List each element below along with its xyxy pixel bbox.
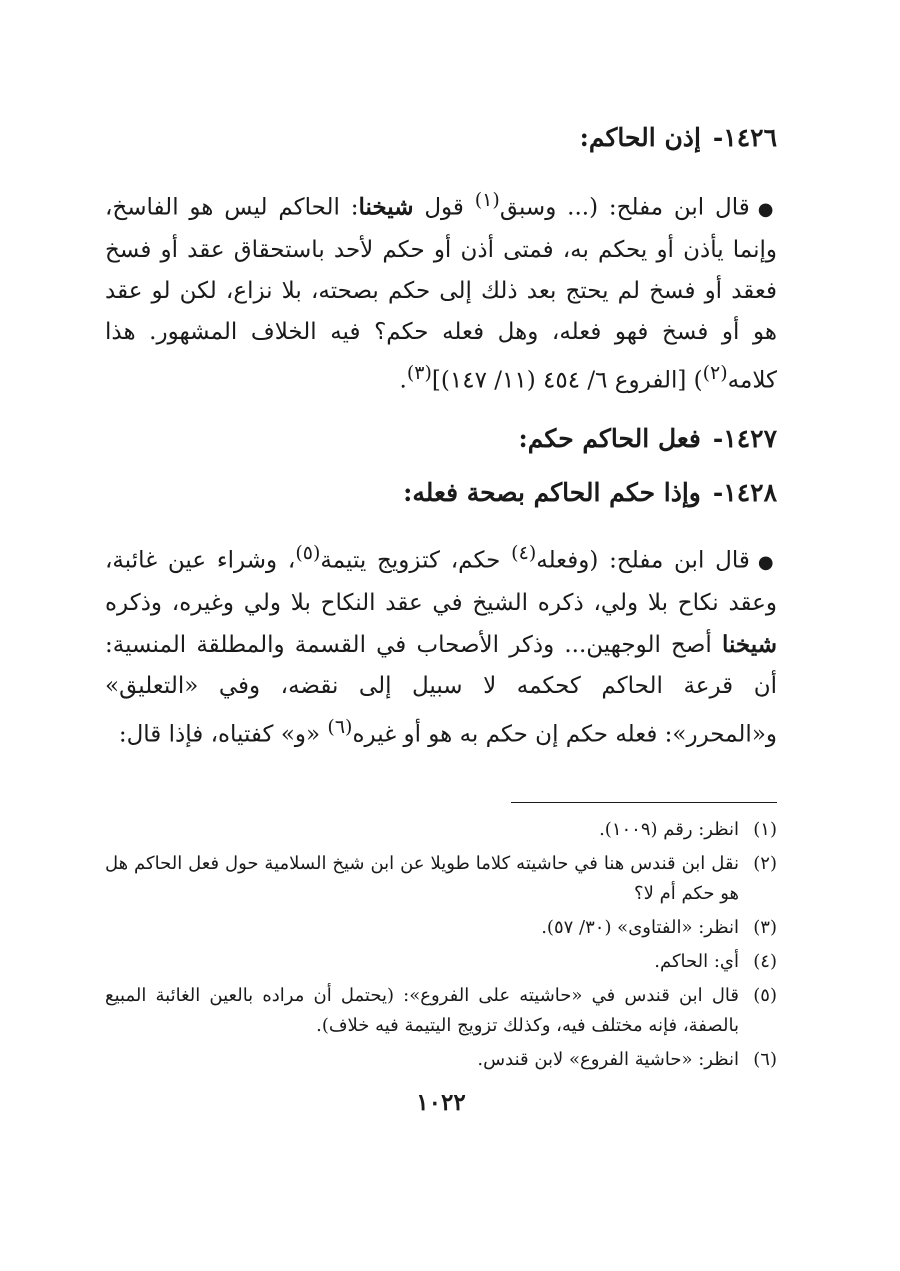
footnote-text: انظر: رقم (١٠٠٩). [599, 818, 739, 840]
footnote-ref-6[interactable]: (٦) [327, 715, 353, 738]
text-run: قال ابن مفلح: (وفعله [536, 547, 750, 574]
page-number: ١٠٢٢ [416, 1088, 466, 1116]
footnote-ref-1[interactable]: (١) [474, 189, 500, 211]
text-run: ، وشراء عين غائبة، وعقد نكاح بلا ولي، ذكره الشيخ في عقد النكاح بلا ولي وغيره، وذكره [105, 547, 777, 616]
footnote-number: (٤) [753, 950, 777, 972]
section-title: وإذا حكم الحاكم بصحة فعله: [403, 478, 701, 508]
section-number: ١٤٢٨- [712, 478, 777, 508]
footnotes [105, 815, 777, 1075]
paragraph-2 [105, 533, 777, 755]
text-run: : الحاكم ليس هو الفاسخ، وإنما يأذن أو يحكم به، فمتى أذن أو حكم لأحد باستحقاق عقد أو فسخ فعقد أو فسخ لم يحتج بعد ذلك إلى حكم بصحته، بلا نزاع، لكن لو عقد هو أو فسخ فهو فعله، وهل فعله حكم؟ فيه الخلاف المشهور. هذا كلامه [105, 194, 777, 394]
footnote-6 [105, 1045, 777, 1075]
footnote-text: نقل ابن قندس هنا في حاشيته كلاما طويلا عن ابن شيخ السلامية حول فعل الحاكم هل هو حكم أم لا؟ [105, 852, 739, 904]
section-heading-1427 [105, 419, 777, 459]
section-number: ١٤٢٧- [712, 424, 777, 454]
footnote-ref-4[interactable]: (٤) [511, 542, 537, 565]
footnote-4 [105, 947, 777, 977]
text-run: قول [413, 194, 475, 221]
footnote-ref-2[interactable]: (٢) [702, 361, 728, 384]
text-run: أصح الوجهين... وذكر الأصحاب في القسمة والمطلقة المنسية: أن قرعة الحاكم كحكمه لا سبيل إلى نقضه، وفي «التعليق» و«المحرر»: فعله حكم إن حكم به هو أو غيره [105, 631, 777, 748]
document-page [105, 110, 777, 1116]
section-heading-1426 [105, 118, 777, 158]
footnote-1 [105, 815, 777, 845]
bold-term: شيخنا [721, 630, 777, 658]
footnote-text: انظر: «حاشية الفروع» لابن قندس. [477, 1048, 739, 1070]
footnote-number: (١) [753, 818, 777, 840]
footnote-ref-5[interactable]: (٥) [295, 542, 321, 565]
text-run: قال ابن مفلح: (... وسبق [499, 194, 750, 221]
section-heading-1428 [105, 473, 777, 513]
footnote-number: (٣) [753, 916, 777, 938]
citation: ) [الفروع ٦/ ٤٥٤ (١١/ ١٤٧)] [431, 367, 703, 394]
section-title: فعل الحاكم حكم: [518, 424, 701, 454]
footnote-number: (٦) [753, 1048, 777, 1070]
footnote-2 [105, 849, 777, 909]
footnote-text: أي: الحاكم. [654, 950, 739, 972]
footnote-text: قال ابن قندس في «حاشيته على الفروع»: (يحتمل أن مراده بالعين الغائبة المبيع بالصفة، فإنه مختلف فيه، وكذلك تزويج اليتيمة فيه خلاف). [105, 984, 739, 1036]
footnote-5 [105, 981, 777, 1041]
footnote-divider [511, 802, 777, 803]
paragraph-1 [105, 180, 777, 401]
text-run: «و» كفتياه، فإذا قال: [118, 721, 328, 748]
footnote-3 [105, 913, 777, 943]
section-number: ١٤٢٦- [712, 123, 777, 152]
footnote-number: (٥) [753, 984, 777, 1006]
footnote-number: (٢) [753, 852, 777, 874]
text-run: حكم، كتزويج يتيمة [320, 547, 512, 574]
bold-term: شيخنا [358, 193, 414, 221]
bullet-icon: ● [757, 551, 777, 573]
section-title: إذن الحاكم: [579, 123, 701, 152]
text-run: . [399, 367, 407, 394]
footnote-ref-3[interactable]: (٣) [406, 361, 432, 384]
footnote-text: انظر: «الفتاوى» (٣٠/ ٥٧). [541, 916, 739, 938]
bullet-icon: ● [757, 198, 777, 220]
